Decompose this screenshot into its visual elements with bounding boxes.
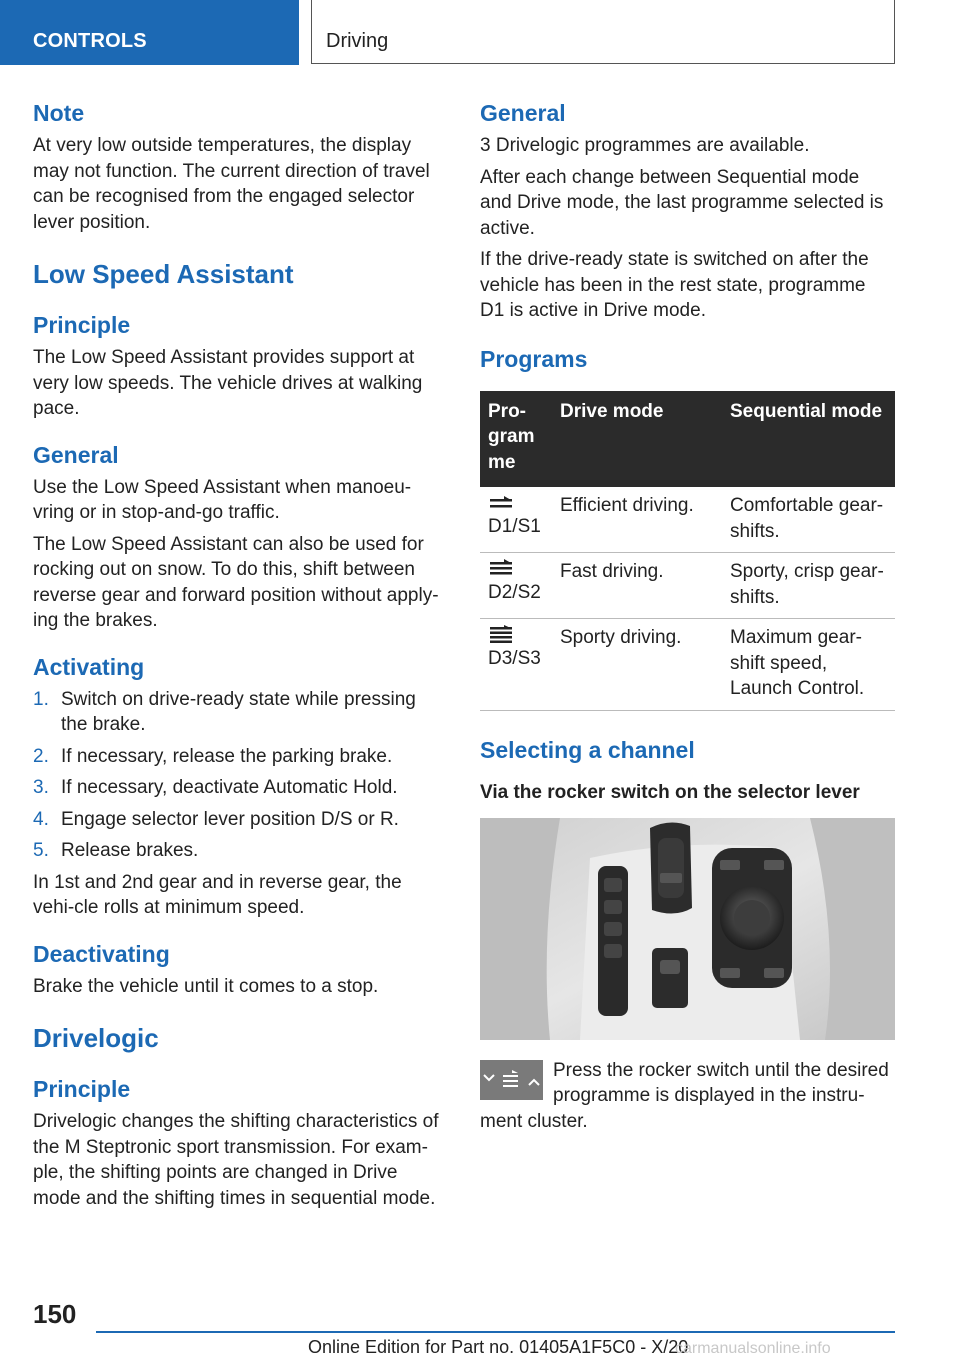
list-item: 2. If necessary, release the parking brake. — [33, 745, 393, 767]
deactivating-text: Brake the vehicle until it comes to a stop. — [33, 975, 379, 997]
rocker-instruction — [480, 1058, 895, 1135]
chapter-tab — [311, 0, 895, 64]
rocker-switch-icon — [480, 1060, 543, 1100]
edition-text: Online Edition for Part no. 01405A1F5C0 - X/20 — [308, 1337, 689, 1357]
drivelogic-heading: Drivelogic — [33, 1023, 159, 1053]
table-row — [480, 619, 895, 711]
selecting-channel-heading: Selecting a channel — [480, 736, 695, 763]
general-right-text-1: 3 Drivelogic programmes are available. — [480, 135, 810, 156]
drive-mode-cell: Sporty driving. — [552, 619, 722, 711]
program-cell: D3/S3 — [480, 619, 552, 711]
program-cell: D1/S1 — [480, 487, 552, 553]
list-item: 4. Engage selector lever position D/S or R. — [33, 808, 399, 830]
general-text-1: Use the Low Speed Assistant when manoeu-vring or in stop-and-go traffic. — [33, 476, 412, 523]
column-header-program: Pro-gram me — [480, 391, 552, 488]
sequential-mode-cell: Maximum gear-shift speed, Launch Control. — [722, 619, 895, 711]
list-item: 5. Release brakes. — [33, 840, 199, 861]
general-heading: General — [33, 441, 119, 468]
activating-note: In 1st and 2nd gear and in reverse gear, the vehi-cle rolls at minimum speed. — [33, 871, 402, 918]
list-item: 1. Switch on drive-ready state while pressing the brake. — [33, 688, 416, 735]
left-column — [33, 100, 443, 1211]
general-right-text-2: After each change between Sequential mode and Drive mode, the last programme selected is active. — [480, 166, 884, 239]
column-header-drive-mode: Drive mode — [552, 391, 722, 488]
principle-text: The Low Speed Assistant provides support at very low speeds. The vehicle drives at walking pace. — [33, 347, 423, 419]
note-text: At very low outside temperatures, the display may not function. The current direction of travel can be recognised from the engaged selector lever position. — [33, 135, 430, 233]
selector-lever-photo — [480, 818, 895, 1040]
section-tab — [0, 0, 299, 65]
drivelogic-bars-icon — [488, 493, 514, 511]
page-number: 150 — [33, 1299, 77, 1329]
low-speed-assistant-heading: Low Speed Assistant — [33, 259, 294, 289]
right-column — [480, 100, 895, 1134]
column-header-sequential-mode: Sequential mode — [722, 391, 895, 488]
programs-table — [480, 391, 895, 711]
activating-heading: Activating — [33, 653, 145, 680]
watermark: carmanualsonline.info — [675, 1340, 831, 1357]
sequential-mode-cell: Sporty, crisp gear-shifts. — [722, 553, 895, 619]
table-row — [480, 487, 895, 553]
drivelogic-principle-text: Drivelogic changes the shifting characteristics of the M Steptronic sport transmission. For exam-ple, the shifting points are changed in Drive mode and the shifting times in sequential mode. — [33, 1111, 439, 1209]
list-item: 3. If necessary, deactivate Automatic Hold. — [33, 777, 398, 798]
table-row — [480, 553, 895, 619]
chapter-title: Driving — [326, 30, 389, 52]
programs-heading: Programs — [480, 345, 588, 372]
selector-lever-illustration — [480, 818, 895, 1040]
drivelogic-principle-heading: Principle — [33, 1076, 131, 1102]
note-heading: Note — [33, 100, 85, 126]
drive-mode-cell: Efficient driving. — [552, 487, 722, 553]
program-cell: D2/S2 — [480, 553, 552, 619]
principle-heading: Principle — [33, 312, 131, 338]
footer-divider — [96, 1331, 895, 1333]
activating-steps — [33, 687, 443, 864]
sequential-mode-cell: Comfortable gear-shifts. — [722, 487, 895, 553]
section-title: CONTROLS — [33, 30, 147, 52]
drivelogic-bars-icon — [488, 625, 514, 643]
general-text-2: The Low Speed Assistant can also be used for rocking out on snow. To do this, shift between reverse gear and forward position without apply-ing the brakes. — [33, 533, 439, 631]
general-right-text-3: If the drive-ready state is switched on after the vehicle has been in the rest state, programme D1 is active in Drive mode. — [480, 249, 869, 321]
general-heading-right: General — [480, 100, 566, 126]
via-rocker-heading: Via the rocker switch on the selector lever — [480, 781, 860, 803]
deactivating-heading: Deactivating — [33, 940, 170, 967]
rocker-instruction-text: Press the rocker switch until the desired programme is displayed in the instru-ment cluster. — [480, 1059, 889, 1132]
drive-mode-cell: Fast driving. — [552, 553, 722, 619]
drivelogic-bars-icon — [488, 559, 514, 577]
table-header-row — [480, 391, 895, 488]
